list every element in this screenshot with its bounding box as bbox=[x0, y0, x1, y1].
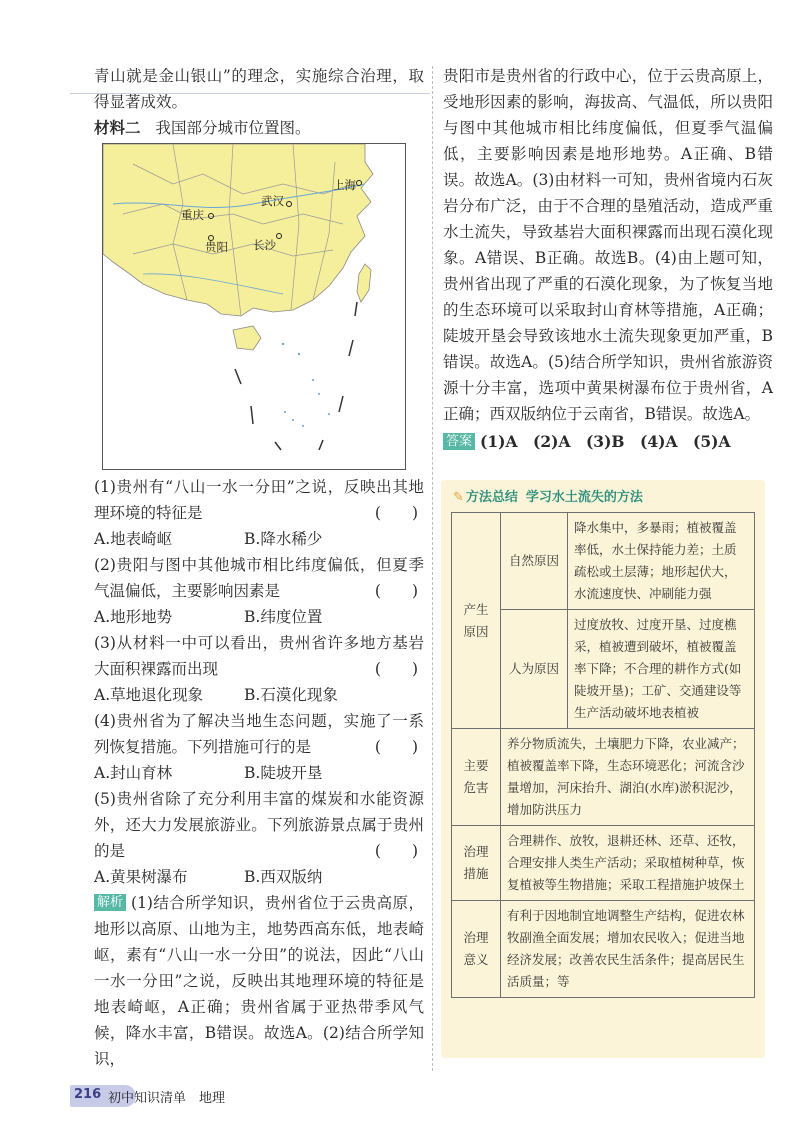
right-column bbox=[443, 63, 773, 455]
option-b: B.西双版纳 bbox=[244, 868, 323, 886]
table-row bbox=[452, 729, 755, 826]
material-2 bbox=[94, 115, 424, 141]
column-divider bbox=[432, 66, 433, 1071]
option-b: B.石漠化现象 bbox=[244, 686, 338, 704]
city-guiyang: 贵阳 bbox=[205, 240, 228, 254]
question-stem: (1)贵州有“八山一水一分田”之说，反映出其地理环境的特征是 bbox=[94, 478, 424, 522]
option-a: A.封山育林 bbox=[94, 764, 173, 782]
city-wuhan: 武汉 bbox=[261, 194, 284, 208]
question-stem: (5)贵州省除了充分利用丰富的煤炭和水能资源外，还大力发展旅游业。下列旅游景点属于贵州的是 bbox=[94, 790, 424, 860]
question-5 bbox=[94, 786, 424, 890]
harm-label: 主要危害 bbox=[452, 729, 501, 826]
answer-tag: 答案 bbox=[443, 433, 475, 450]
option-a: A.地表崎岖 bbox=[94, 530, 173, 548]
question-stem: (2)贵阳与图中其他城市相比纬度偏低，但夏季气温偏低，主要影响因素是 bbox=[94, 556, 424, 600]
answer-blank: ( ) bbox=[374, 504, 418, 522]
human-label: 人为原因 bbox=[501, 610, 568, 729]
page-number: 216 bbox=[74, 1087, 102, 1102]
measure-text: 合理耕作、放牧，退耕还林、还草、还牧，合理安排人类生产活动；采取植树种草，恢复植被等生物措施；采取工程措施护坡保土 bbox=[501, 826, 755, 901]
summary-table bbox=[451, 512, 755, 998]
summary-title-label: 方法总结 bbox=[465, 490, 518, 505]
question-4 bbox=[94, 708, 424, 786]
city-location-map bbox=[102, 143, 406, 470]
option-b: B.降水稀少 bbox=[244, 530, 323, 548]
natural-label: 自然原因 bbox=[501, 513, 568, 610]
answer-blank: ( ) bbox=[374, 738, 418, 756]
left-column bbox=[94, 63, 424, 1072]
method-summary-box bbox=[441, 480, 765, 1058]
cause-label: 产生原因 bbox=[452, 513, 501, 729]
page-footer bbox=[42, 1085, 242, 1107]
answer-blank: ( ) bbox=[374, 660, 418, 678]
question-stem: (4)贵州省为了解决当地生态问题，实施了一系列恢复措施。下列措施可行的是 bbox=[94, 712, 424, 756]
answer-blank: ( ) bbox=[374, 582, 418, 600]
meaning-text: 有利于因地制宜地调整生产结构，促进农林牧副渔全面发展；增加农民收入；促进当地经济发展；改善农民生活条件；提高居民生活质量；等 bbox=[501, 901, 755, 998]
city-shanghai: 上海 bbox=[333, 178, 356, 192]
city-changsha: 长沙 bbox=[253, 238, 276, 252]
book-title: 初中知识清单 地理 bbox=[108, 1091, 226, 1106]
city-chongqing: 重庆 bbox=[181, 208, 204, 222]
question-1 bbox=[94, 474, 424, 552]
answers: (1)A (2)A (3)B (4)A (5)A bbox=[480, 432, 731, 451]
answer-blank: ( ) bbox=[374, 842, 418, 860]
harm-text: 养分物质流失，土壤肥力下降，农业减产；植被覆盖率下降，生态环境恶化；河流含沙量增加，河床抬升、湖泊(水库)淤积泥沙，增加防洪压力 bbox=[501, 729, 755, 826]
summary-title bbox=[453, 486, 643, 505]
analysis bbox=[94, 890, 424, 1072]
material-2-label: 材料二 bbox=[94, 118, 141, 137]
meaning-label: 治理意义 bbox=[452, 901, 501, 998]
map-drawing bbox=[103, 144, 405, 469]
question-2 bbox=[94, 552, 424, 630]
analysis-continued: 贵阳市是贵州省的行政中心，位于云贵高原上，受地形因素的影响，海拔高、气温低，所以贵阳与图中其他城市相比纬度偏低，但夏季气温偏低，主要影响因素是地形地势。A正确、B错误。故选A。(3)由材料一可知，贵州省境内石灰岩分布广泛，由于不合理的垦殖活动，造成严重水土流失，导致基岩大面积裸露而出现石漠化现象。A错误、B正确。故选B。(4)由上题可知，贵州省出现了严重的石漠化现象，为了恢复当地的生态环境可以采取封山育林等措施，A正确；陡坡开垦会导致该地水土流失现象更加严重，B错误。故选A。(5)结合所学知识，贵州省旅游资源十分丰富，选项中黄果树瀑布位于贵州省，A正确；西双版纳位于云南省，B错误。故选A。 bbox=[443, 67, 773, 423]
lightbulb-icon: ✎ bbox=[453, 490, 464, 505]
option-a: A.地形地势 bbox=[94, 608, 173, 626]
human-text: 过度放牧、过度开垦、过度樵采，植被遭到破坏，植被覆盖率下降；不合理的耕作方式(如陡坡开垦)；工矿、交通建设等生产活动破坏地表植被 bbox=[568, 610, 755, 729]
material-2-text: 我国部分城市位置图。 bbox=[155, 119, 311, 137]
question-3 bbox=[94, 630, 424, 708]
table-row bbox=[452, 901, 755, 998]
intro-text: 青山就是金山银山”的理念，实施综合治理，取得显著成效。 bbox=[94, 67, 424, 111]
natural-text: 降水集中，多暴雨；植被覆盖率低，水土保持能力差；土质疏松或土层薄；地形起伏大，水流速度快、冲刷能力强 bbox=[568, 513, 755, 610]
table-row bbox=[452, 826, 755, 901]
question-stem: (3)从材料一中可以看出，贵州省许多地方基岩大面积裸露而出现 bbox=[94, 634, 424, 678]
answer-line bbox=[443, 429, 773, 455]
measure-label: 治理措施 bbox=[452, 826, 501, 901]
option-a: A.黄果树瀑布 bbox=[94, 868, 188, 886]
option-b: B.陡坡开垦 bbox=[244, 764, 323, 782]
analysis-text: (1)结合所学知识，贵州省位于云贵高原，地形以高原、山地为主，地势西高东低，地表崎岖，素有“八山一水一分田”的说法，因此“八山一水一分田”之说，反映出其地理环境的特征是地表崎岖，A正确；贵州省属于亚热带季风气候，降水丰富，B错误。故选A。(2)结合所学知识， bbox=[94, 894, 424, 1068]
table-row bbox=[452, 513, 755, 610]
summary-subtitle: 学习水土流失的方法 bbox=[525, 490, 643, 505]
option-b: B.纬度位置 bbox=[244, 608, 323, 626]
analysis-tag: 解析 bbox=[94, 894, 126, 911]
option-a: A.草地退化现象 bbox=[94, 686, 204, 704]
